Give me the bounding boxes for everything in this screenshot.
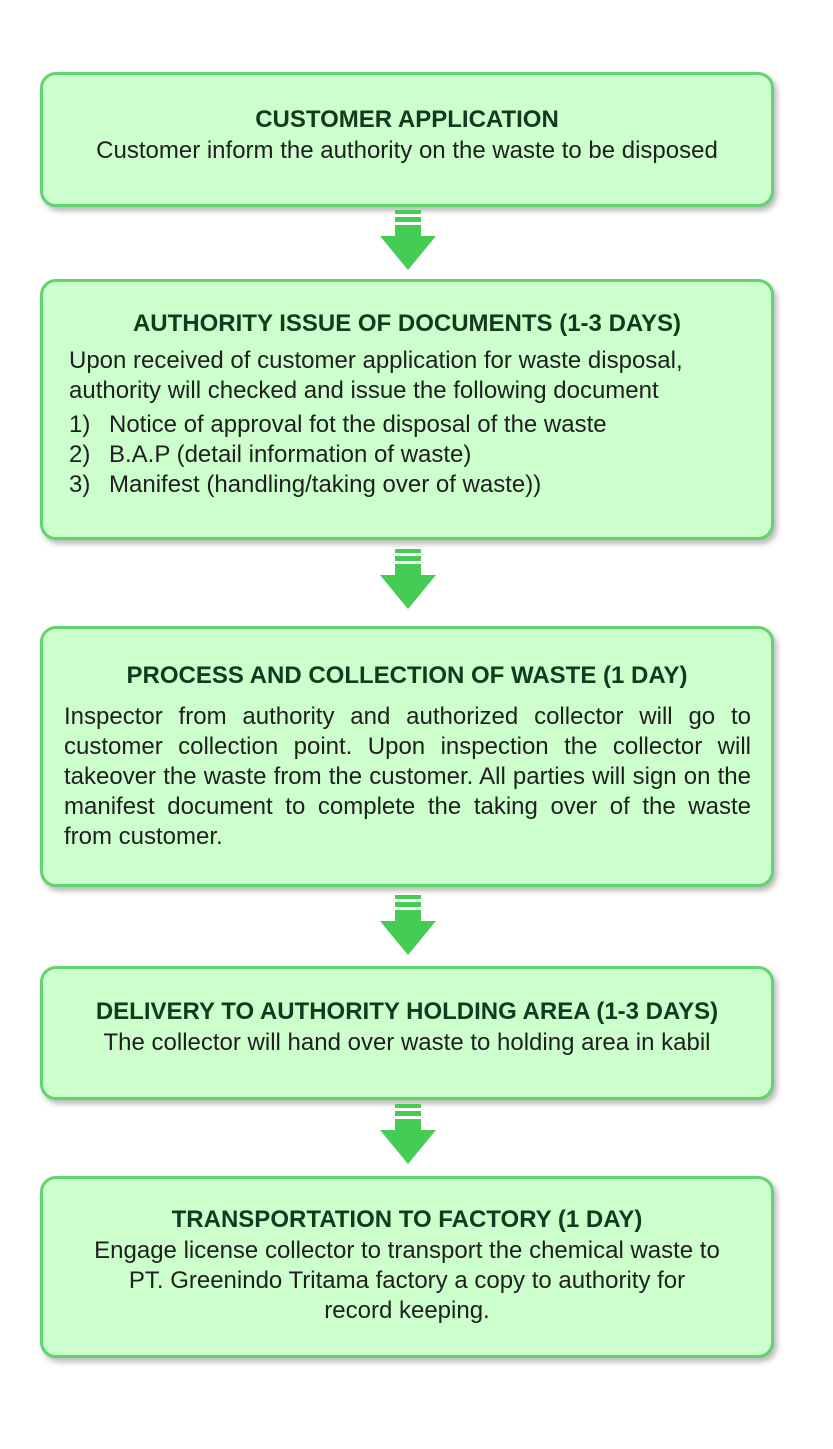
- list-item-text: Notice of approval fot the disposal of the waste: [109, 411, 607, 438]
- list-item: [69, 410, 747, 440]
- list-item-number: 1): [69, 411, 91, 438]
- list-item-number: 2): [69, 441, 91, 468]
- step-box-authority-issue-of-documents: [40, 279, 774, 540]
- description-line: Engage license collector to transport the chemical waste to: [94, 1237, 720, 1264]
- list-item-number: 3): [69, 471, 91, 498]
- step-description: Customer inform the authority on the waste to be disposed: [96, 137, 718, 164]
- step-description: The collector will hand over waste to holding area in kabil: [103, 1029, 711, 1056]
- list-item: [69, 470, 747, 500]
- step-title: PROCESS AND COLLECTION OF WASTE (1 DAY): [126, 662, 688, 689]
- step-title: AUTHORITY ISSUE OF DOCUMENTS (1-3 DAYS): [132, 310, 682, 337]
- step-box-process-and-collection: [40, 626, 774, 887]
- step-description: [43, 1236, 771, 1326]
- down-arrow-icon: [378, 1104, 438, 1166]
- description-line: record keeping.: [324, 1297, 490, 1324]
- step-box-delivery-to-holding-area: [40, 966, 774, 1100]
- list-item-text: B.A.P (detail information of waste): [109, 441, 472, 468]
- step-title: DELIVERY TO AUTHORITY HOLDING AREA (1-3 DAYS): [95, 998, 719, 1025]
- list-item: [69, 440, 747, 470]
- step-box-transportation-to-factory: [40, 1176, 774, 1358]
- step-description: [43, 346, 771, 406]
- description-line: Upon received of customer application for waste disposal,: [69, 347, 683, 374]
- list-item-text: Manifest (handling/taking over of waste)): [109, 471, 542, 498]
- down-arrow-icon: [378, 549, 438, 611]
- step-title: TRANSPORTATION TO FACTORY (1 DAY): [171, 1206, 643, 1233]
- down-arrow-icon: [378, 895, 438, 957]
- step-description: Inspector from authority and authorized collector will go to customer collection point. Upon inspection the collector will takeover the waste from the customer. All parties will sign on the manifest document to complete the taking over of the waste from customer.: [64, 703, 751, 850]
- document-list: [43, 410, 771, 500]
- step-box-customer-application: [40, 72, 774, 207]
- description-line: PT. Greenindo Tritama factory a copy to authority for: [128, 1267, 686, 1294]
- step-title: CUSTOMER APPLICATION: [255, 106, 559, 133]
- down-arrow-icon: [378, 210, 438, 272]
- description-line: authority will checked and issue the following document: [69, 377, 659, 404]
